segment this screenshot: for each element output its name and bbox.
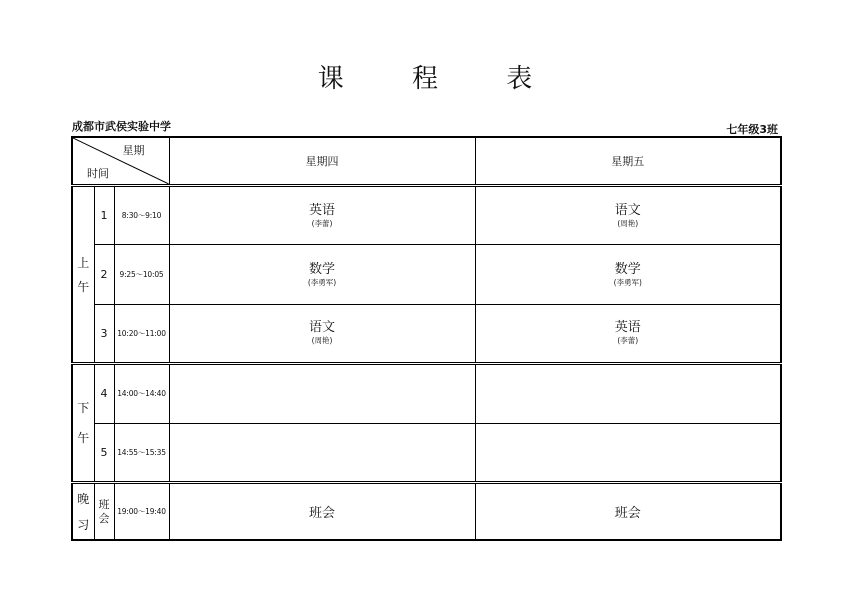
page-title	[0, 58, 850, 95]
subject: 英语	[308, 202, 335, 218]
table-row	[72, 185, 781, 244]
class-cell	[169, 245, 475, 304]
period-time: 10:20～11:00	[114, 304, 169, 363]
class-cell	[169, 364, 475, 423]
period-number: 1	[94, 185, 114, 244]
subject: 数学	[308, 261, 335, 277]
class-cell	[475, 364, 781, 423]
subject: 语文	[308, 320, 335, 336]
period-time: 9:25～10:05	[114, 245, 169, 304]
period-time: 14:55～15:35	[114, 423, 169, 482]
subject: 语文	[614, 202, 641, 218]
evening-row	[72, 483, 781, 540]
header-row	[72, 137, 781, 185]
table-row	[72, 364, 781, 423]
diag-label-weekday: 星期	[122, 144, 145, 157]
day-header-thursday: 星期四	[169, 137, 475, 185]
table-row	[72, 423, 781, 482]
period-time: 14:00～14:40	[114, 364, 169, 423]
session-char: 下	[77, 401, 90, 416]
table-row	[72, 304, 781, 363]
teacher: (李蕾)	[311, 218, 333, 228]
session-morning	[72, 185, 94, 363]
period-time: 8:30～9:10	[114, 185, 169, 244]
session-afternoon	[72, 364, 94, 483]
title-char: 课	[317, 64, 344, 94]
period-number: 3	[94, 304, 114, 363]
teacher: (李勇军)	[613, 277, 642, 287]
subject: 英语	[614, 320, 641, 336]
teacher: (李蕾)	[617, 336, 639, 346]
title-char: 表	[506, 64, 533, 94]
class-cell	[169, 185, 475, 244]
session-char: 午	[77, 431, 90, 446]
class-cell	[475, 423, 781, 482]
period-number: 2	[94, 245, 114, 304]
table-row	[72, 245, 781, 304]
teacher: (周艳)	[311, 336, 333, 346]
session-evening	[72, 483, 94, 540]
class-cell	[475, 304, 781, 363]
period-number: 5	[94, 423, 114, 482]
teacher: (李勇军)	[307, 277, 337, 287]
evening-label-char: 班	[98, 497, 110, 511]
teacher: (周艳)	[617, 218, 639, 228]
subject: 数学	[614, 261, 641, 277]
class-cell	[169, 304, 475, 363]
title-char: 程	[411, 64, 438, 94]
school-name: 成都市武侯实验中学	[72, 120, 171, 133]
class-cell	[169, 423, 475, 482]
diagonal-header-cell	[72, 137, 169, 185]
evening-period-label	[94, 483, 114, 540]
session-char: 晚	[77, 491, 90, 506]
evening-label-char: 会	[98, 511, 110, 525]
class-cell	[475, 245, 781, 304]
evening-cell-friday: 班会	[475, 483, 781, 540]
class-cell	[475, 185, 781, 244]
diag-label-time: 时间	[87, 166, 109, 180]
session-char: 上	[77, 255, 90, 270]
schedule-table	[71, 136, 782, 541]
period-number: 4	[94, 364, 114, 423]
session-char: 午	[77, 279, 90, 294]
period-time: 19:00～19:40	[114, 483, 169, 540]
evening-cell-thursday: 班会	[169, 483, 475, 540]
session-char: 习	[77, 517, 90, 532]
day-header-friday: 星期五	[475, 137, 781, 185]
class-name: 七年级3班	[726, 123, 778, 136]
